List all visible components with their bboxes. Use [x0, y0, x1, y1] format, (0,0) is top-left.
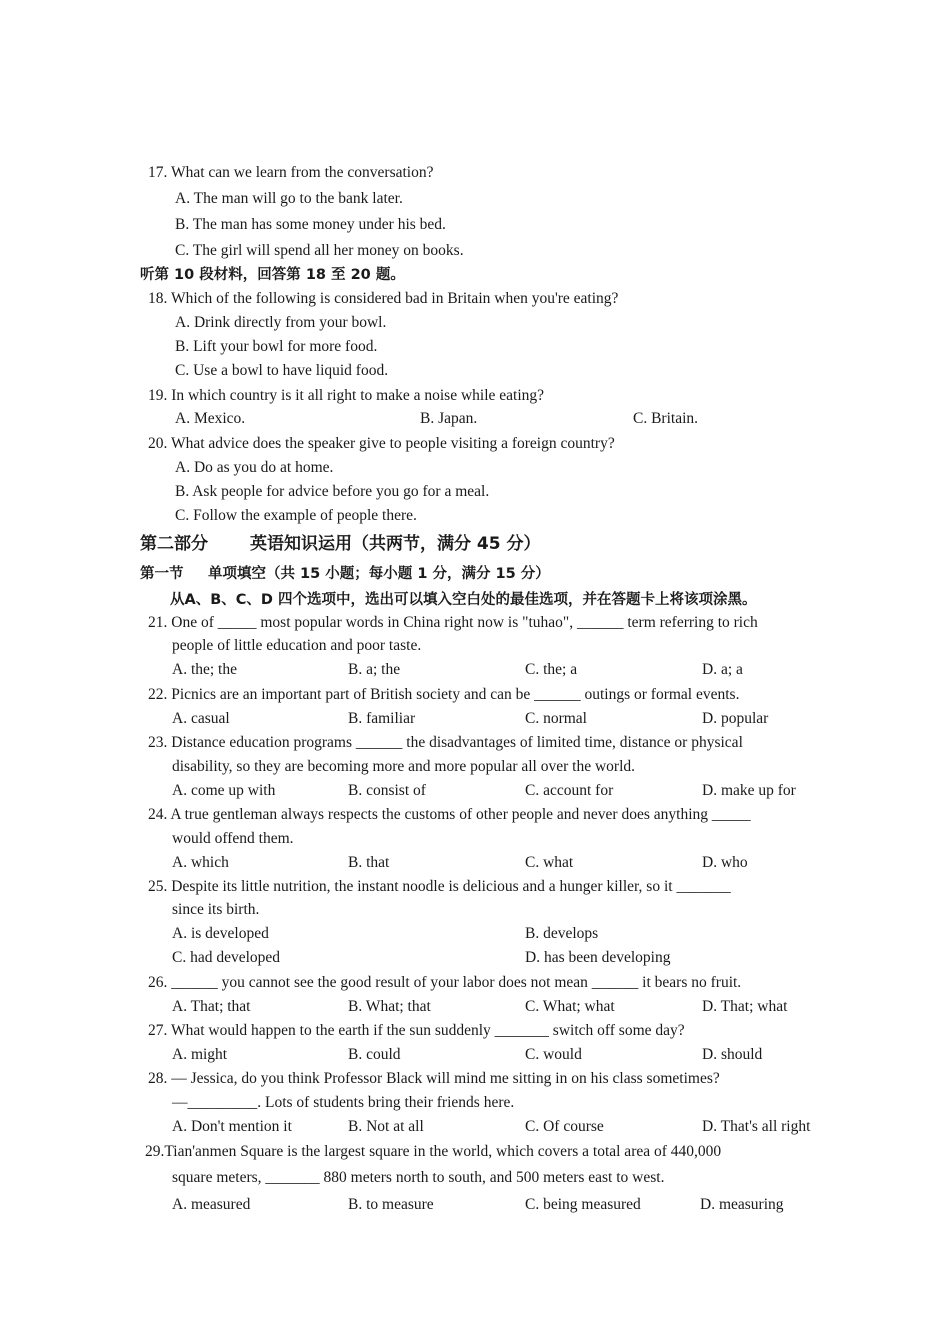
question-22-option-c: C. normal: [525, 710, 587, 727]
question-21-option-b: B. a; the: [348, 661, 401, 678]
question-26-option-c: C. What; what: [525, 998, 615, 1015]
question-20-option-b: B. Ask people for advice before you go for a meal.: [175, 483, 490, 500]
question-17-option-a: A. The man will go to the bank later.: [175, 190, 403, 207]
question-21-option-c: C. the; a: [525, 661, 578, 678]
listening-instruction-10: 听第 10 段材料，回答第 18 至 20 题。: [140, 267, 405, 283]
question-20-option-a: A. Do as you do at home.: [175, 459, 334, 476]
question-19-option-c: C. Britain.: [633, 410, 699, 427]
question-17-option-b: B. The man has some money under his bed.: [175, 216, 446, 233]
question-18-option-c: C. Use a bowl to have liquid food.: [175, 362, 389, 379]
question-21-option-a: A. the; the: [172, 661, 237, 678]
question-21-stem-line2: people of little education and poor taste.: [172, 637, 422, 654]
question-21-options: [0, 660, 950, 680]
question-22-option-b: B. familiar: [348, 710, 416, 727]
question-18-stem: 18. Which of the following is considered bad in Britain when you're eating?: [148, 290, 619, 307]
question-26-option-d: D. That; what: [702, 998, 788, 1015]
question-23-option-b: B. consist of: [348, 782, 426, 799]
question-22-options: [0, 709, 950, 729]
question-26-stem: 26. ______ you cannot see the good result of your labor does not mean ______ it bears no fruit.: [148, 974, 742, 991]
question-29-option-a: A. measured: [172, 1196, 251, 1213]
question-29-options: [0, 1195, 950, 1215]
question-25-option-d: D. has been developing: [525, 949, 671, 966]
question-27-options: [0, 1045, 950, 1065]
section1-title: 单项填空（共 15 小题；每小题 1 分，满分 15 分）: [208, 566, 550, 582]
question-24-options: [0, 853, 950, 873]
question-25-stem-line2: since its birth.: [172, 901, 260, 918]
question-22-option-d: D. popular: [702, 710, 769, 727]
question-29-stem-line1: 29.Tian'anmen Square is the largest square in the world, which covers a total area of 440,000: [145, 1143, 722, 1160]
question-23-option-d: D. make up for: [702, 782, 796, 799]
question-24-option-b: B. that: [348, 854, 390, 871]
section1-label: 第一节: [140, 566, 184, 582]
question-23-stem-line1: 23. Distance education programs ______ the disadvantages of limited time, distance or physical: [148, 734, 743, 751]
question-28-option-a: A. Don't mention it: [172, 1118, 292, 1135]
question-25-option-b: B. develops: [525, 925, 599, 942]
question-25-option-c: C. had developed: [172, 949, 281, 966]
question-23-option-a: A. come up with: [172, 782, 276, 799]
question-20-stem: 20. What advice does the speaker give to people visiting a foreign country?: [148, 435, 615, 452]
question-29-option-c: C. being measured: [525, 1196, 641, 1213]
question-27-option-a: A. might: [172, 1046, 228, 1063]
question-24-option-d: D. who: [702, 854, 748, 871]
question-27-option-c: C. would: [525, 1046, 582, 1063]
question-26-option-a: A. That; that: [172, 998, 251, 1015]
question-26-options: [0, 997, 950, 1017]
question-28-options: [0, 1117, 950, 1137]
question-28-option-c: C. Of course: [525, 1118, 604, 1135]
question-19-option-b: B. Japan.: [420, 410, 478, 427]
question-24-option-c: C. what: [525, 854, 574, 871]
question-28-option-b: B. Not at all: [348, 1118, 424, 1135]
question-24-option-a: A. which: [172, 854, 229, 871]
question-19-options: [0, 409, 950, 429]
question-25-options-row1: [0, 924, 950, 944]
question-29-option-d: D. measuring: [700, 1196, 784, 1213]
section1-instruction: 从A、B、C、D 四个选项中，选出可以填入空白处的最佳选项，并在答题卡上将该项涂黑。: [170, 592, 757, 608]
question-24-stem-line2: would offend them.: [172, 830, 294, 847]
question-28-stem-line1: 28. — Jessica, do you think Professor Black will mind me sitting in on his class sometimes?: [148, 1070, 720, 1087]
question-18-option-b: B. Lift your bowl for more food.: [175, 338, 378, 355]
question-27-option-d: D. should: [702, 1046, 763, 1063]
question-25-option-a: A. is developed: [172, 925, 269, 942]
question-23-stem-line2: disability, so they are becoming more and more popular all over the world.: [172, 758, 636, 775]
question-19-stem: 19. In which country is it all right to make a noise while eating?: [148, 387, 545, 404]
question-21-stem-line1: 21. One of _____ most popular words in China right now is "tuhao", ______ term referring to rich: [148, 614, 758, 631]
part2-heading-title: 英语知识运用（共两节，满分 45 分）: [250, 534, 541, 554]
question-25-options-row2: [0, 948, 950, 968]
question-17-stem: 17. What can we learn from the conversation?: [148, 164, 434, 181]
question-17-option-c: C. The girl will spend all her money on books.: [175, 242, 464, 259]
question-23-options: [0, 781, 950, 801]
question-29-stem-line2: square meters, _______ 880 meters north to south, and 500 meters east to west.: [172, 1169, 665, 1186]
question-18-option-a: A. Drink directly from your bowl.: [175, 314, 387, 331]
question-28-option-d: D. That's all right: [702, 1118, 811, 1135]
question-26-option-b: B. What; that: [348, 998, 431, 1015]
question-20-option-c: C. Follow the example of people there.: [175, 507, 417, 524]
question-21-option-d: D. a; a: [702, 661, 743, 678]
question-28-stem-line2: —_________. Lots of students bring their friends here.: [172, 1094, 515, 1111]
question-24-stem-line1: 24. A true gentleman always respects the customs of other people and never does anything _____: [148, 806, 751, 823]
question-27-option-b: B. could: [348, 1046, 401, 1063]
question-19-option-a: A. Mexico.: [175, 410, 246, 427]
question-27-stem: 27. What would happen to the earth if the sun suddenly _______ switch off some day?: [148, 1022, 685, 1039]
question-23-option-c: C. account for: [525, 782, 614, 799]
question-25-stem-line1: 25. Despite its little nutrition, the instant noodle is delicious and a hunger killer, so it _______: [148, 878, 731, 895]
question-29-option-b: B. to measure: [348, 1196, 434, 1213]
part2-heading-label: 第二部分: [140, 534, 208, 554]
question-22-option-a: A. casual: [172, 710, 230, 727]
question-22-stem: 22. Picnics are an important part of British society and can be ______ outings or formal events.: [148, 686, 740, 703]
